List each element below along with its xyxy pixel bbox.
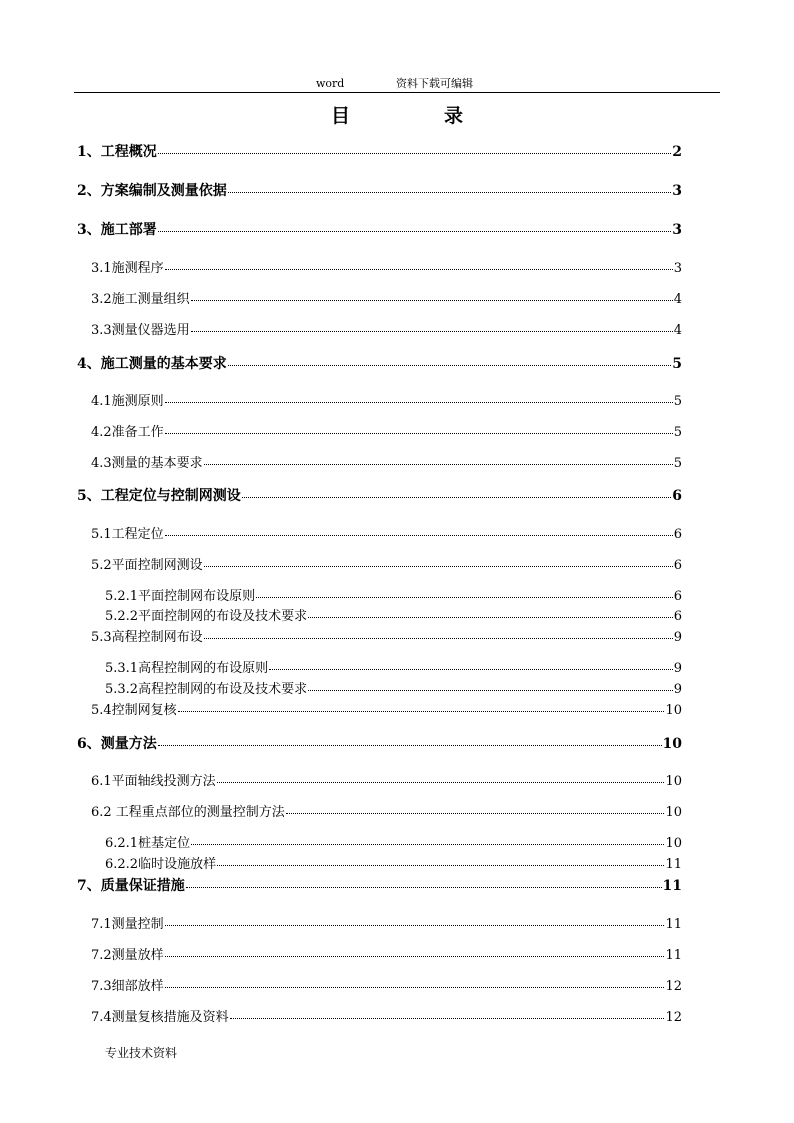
toc-entry-label: 7.1测量控制: [91, 917, 164, 932]
toc-entry-page: 10: [665, 805, 682, 820]
toc-dot-leader: [308, 690, 673, 691]
toc-dot-leader: [191, 331, 673, 332]
toc-entry[interactable]: [91, 699, 682, 718]
toc-entry-label: 5.3.2高程控制网的布设及技术要求: [105, 682, 308, 697]
toc-entry-label: 5.2.2平面控制网的布设及技术要求: [105, 609, 308, 624]
toc-entry-label: 3.2施工测量组织: [91, 292, 190, 307]
toc-entry-page: 9: [673, 661, 682, 676]
toc-dot-leader: [158, 153, 672, 154]
toc-entry-page: 10: [665, 774, 682, 789]
toc-entry-label: 5、工程定位与控制网测设: [77, 488, 241, 504]
toc-dot-leader: [165, 987, 665, 988]
toc-dot-leader: [217, 865, 664, 866]
toc-dot-leader: [228, 192, 672, 193]
toc-entry[interactable]: [91, 390, 682, 409]
toc-entry-page: 6: [673, 609, 682, 624]
toc-dot-leader: [204, 566, 673, 567]
toc-entry-page: 9: [673, 682, 682, 697]
toc-dot-leader: [242, 497, 672, 498]
toc-entry[interactable]: [91, 770, 682, 789]
toc-entry[interactable]: [91, 452, 682, 471]
toc-entry[interactable]: [91, 913, 682, 932]
toc-entry-page: 5: [673, 394, 682, 409]
toc-dot-leader: [286, 813, 665, 814]
toc-entry-label: 4、施工测量的基本要求: [77, 356, 227, 372]
toc-entry[interactable]: [91, 319, 682, 338]
toc-dot-leader: [158, 745, 662, 746]
toc-dot-leader: [165, 956, 665, 957]
toc-entry-label: 4.1施测原则: [91, 394, 164, 409]
toc-entry-page: 3: [672, 183, 682, 199]
toc-entry-label: 3、施工部署: [77, 222, 157, 238]
toc-dot-leader: [204, 638, 673, 639]
toc-entry-page: 6: [672, 488, 682, 504]
toc-entry-label: 4.2准备工作: [91, 425, 164, 440]
toc-dot-leader: [178, 711, 665, 712]
toc-entry[interactable]: [105, 657, 682, 676]
toc-entry-page: 3: [672, 222, 682, 238]
toc-entry-label: 5.2平面控制网测设: [91, 558, 203, 573]
toc-entry-label: 5.1工程定位: [91, 527, 164, 542]
toc-entry-label: 3.1施测程序: [91, 261, 164, 276]
toc-entry-page: 2: [672, 144, 682, 160]
toc-dot-leader: [269, 669, 673, 670]
page-title: 目录: [330, 105, 557, 127]
toc-entry-label: 3.3测量仪器选用: [91, 323, 190, 338]
toc-entry-label: 6.1平面轴线投测方法: [91, 774, 216, 789]
toc-dot-leader: [165, 402, 673, 403]
toc-entry-label: 4.3测量的基本要求: [91, 456, 203, 471]
toc-dot-leader: [217, 782, 665, 783]
toc-entry-page: 6: [673, 527, 682, 542]
toc-entry-page: 11: [665, 917, 682, 932]
toc-dot-leader: [204, 464, 673, 465]
toc-entry-label: 6.2 工程重点部位的测量控制方法: [91, 805, 285, 820]
toc-entry[interactable]: [77, 875, 682, 895]
toc-entry-page: 5: [673, 456, 682, 471]
toc-entry-label: 5.2.1平面控制网布设原则: [105, 589, 256, 604]
toc-entry[interactable]: [91, 288, 682, 307]
toc-entry[interactable]: [91, 626, 682, 645]
toc-entry-page: 4: [673, 323, 682, 338]
toc-entry[interactable]: [91, 523, 682, 542]
toc-entry[interactable]: [105, 832, 682, 851]
toc-dot-leader: [230, 1018, 665, 1019]
toc-dot-leader: [228, 365, 672, 366]
toc-entry-label: 6.2.2临时设施放样: [105, 857, 217, 872]
toc-entry-label: 6、测量方法: [77, 736, 157, 752]
toc-entry-label: 6.2.1桩基定位: [105, 836, 191, 851]
toc-entry[interactable]: [77, 180, 682, 200]
toc-entry[interactable]: [77, 141, 682, 161]
toc-entry[interactable]: [77, 733, 682, 753]
toc-entry[interactable]: [91, 944, 682, 963]
toc-entry-page: 12: [665, 979, 682, 994]
toc-dot-leader: [191, 844, 664, 845]
toc-entry[interactable]: [77, 219, 682, 239]
toc-entry-page: 10: [665, 836, 682, 851]
toc-entry-label: 7、质量保证措施: [77, 878, 185, 894]
toc-entry-page: 10: [662, 736, 682, 752]
toc-entry[interactable]: [105, 605, 682, 624]
toc-dot-leader: [256, 597, 673, 598]
toc-dot-leader: [165, 433, 673, 434]
toc-entry-page: 12: [665, 1010, 682, 1025]
toc-dot-leader: [191, 300, 673, 301]
toc-entry-page: 4: [673, 292, 682, 307]
toc-entry[interactable]: [91, 975, 682, 994]
toc-entry-page: 5: [672, 356, 682, 372]
toc-entry-page: 10: [665, 703, 682, 718]
toc-dot-leader: [165, 925, 665, 926]
toc-entry[interactable]: [105, 585, 682, 604]
toc-entry[interactable]: [91, 801, 682, 820]
toc-entry-page: 9: [673, 630, 682, 645]
toc-entry[interactable]: [91, 1006, 682, 1025]
header-note: 资料下载可编辑: [396, 77, 473, 90]
toc-entry-label: 7.4测量复核措施及资料: [91, 1010, 229, 1025]
toc-entry-label: 5.4控制网复核: [91, 703, 177, 718]
toc-entry-label: 2、方案编制及测量依据: [77, 183, 227, 199]
toc-dot-leader: [165, 269, 673, 270]
toc-entry-page: 6: [673, 558, 682, 573]
page-footer: 专业技术资料: [105, 1046, 178, 1060]
toc-entry-label: 7.3细部放样: [91, 979, 164, 994]
toc-entry-label: 1、工程概况: [77, 144, 157, 160]
toc-entry-page: 11: [662, 878, 682, 894]
page-header: [74, 76, 720, 93]
toc-dot-leader: [186, 887, 662, 888]
toc-entry[interactable]: [105, 678, 682, 697]
toc-dot-leader: [165, 535, 673, 536]
toc-entry-page: 11: [665, 948, 682, 963]
toc-dot-leader: [308, 617, 673, 618]
toc-entry-page: 5: [673, 425, 682, 440]
toc-entry[interactable]: [77, 353, 682, 373]
toc-entry[interactable]: [91, 554, 682, 573]
toc-entry-page: 3: [673, 261, 682, 276]
toc-entry[interactable]: [91, 421, 682, 440]
toc-entry-page: 6: [673, 589, 682, 604]
toc-entry[interactable]: [77, 485, 682, 505]
toc-entry[interactable]: [105, 853, 682, 872]
toc-entry-label: 5.3.1高程控制网的布设原则: [105, 661, 269, 676]
toc-entry-label: 7.2测量放样: [91, 948, 164, 963]
toc-entry-label: 5.3高程控制网布设: [91, 630, 203, 645]
header-word: word: [316, 77, 345, 90]
toc-entry[interactable]: [91, 257, 682, 276]
toc-dot-leader: [158, 231, 672, 232]
toc-entry-page: 11: [665, 857, 682, 872]
